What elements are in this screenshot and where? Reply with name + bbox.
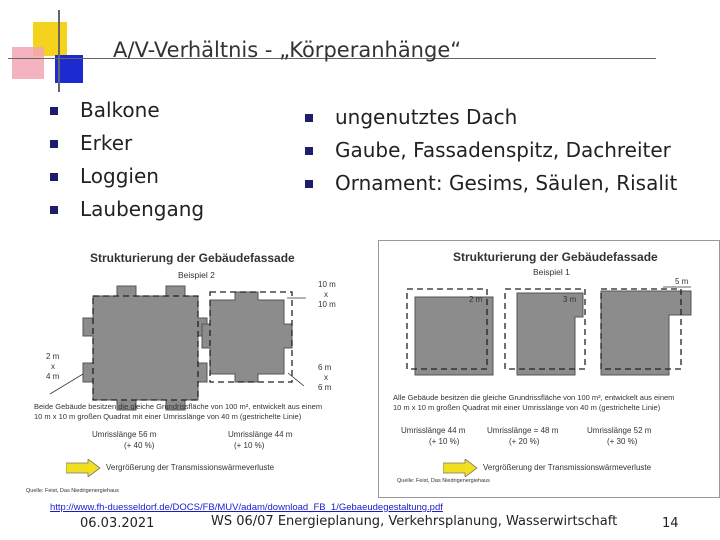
bullet-square-icon xyxy=(50,140,58,148)
corner-vertical-line xyxy=(58,10,60,92)
arrow-icon xyxy=(443,459,479,477)
figure-caption: Alle Gebäude besitzen die gleiche Grundrissfläche von 100 m², entwickelt aus einem xyxy=(393,393,675,402)
dimension-label: 2 m xyxy=(469,295,483,304)
source-link[interactable]: http://www.fh-duesseldorf.de/DOCS/FB/MUV/adam/download_FB_1/Gebaeudegestaltung.pdf xyxy=(50,502,443,513)
bullet-item xyxy=(50,193,204,226)
dimension-label: 3 m xyxy=(563,295,577,304)
bullet-square-icon xyxy=(305,114,313,122)
bullet-square-icon xyxy=(50,173,58,181)
perimeter-percent: (+ 40 %) xyxy=(124,441,155,450)
dimension-label: 6 m xyxy=(318,383,332,392)
bullet-item xyxy=(305,167,677,200)
figure-title: Strukturierung der Gebäudefassade xyxy=(90,251,295,265)
bullet-text: Laubengang xyxy=(80,197,205,221)
dimension-label: 4 m xyxy=(46,372,60,381)
perimeter-percent: (+ 10 %) xyxy=(429,437,460,446)
bullet-text: Loggien xyxy=(80,164,159,188)
bullet-list-right xyxy=(305,101,677,200)
bullet-square-icon xyxy=(50,107,58,115)
figure-right xyxy=(378,240,720,498)
dimension-label: 2 m xyxy=(46,352,60,361)
bullet-item xyxy=(50,127,204,160)
bullet-text: Balkone xyxy=(80,98,160,122)
perimeter-percent: (+ 10 %) xyxy=(234,441,265,450)
building-b-shape xyxy=(202,292,292,382)
footer-date: 06.03.2021 xyxy=(80,516,155,531)
dimension-label: x xyxy=(324,373,328,382)
page-number: 14 xyxy=(662,516,679,531)
bullet-text: Ornament: Gesims, Säulen, Risalit xyxy=(335,171,678,195)
slide-title: A/V-Verhältnis - „Körperanhänge“ xyxy=(113,38,462,62)
bullet-square-icon xyxy=(305,180,313,188)
arrow-caption: Vergrößerung der Transmissionswärmeverluste xyxy=(483,463,652,472)
bullet-text: Gaube, Fassadenspitz, Dachreiter xyxy=(335,138,671,162)
arrow-icon xyxy=(66,459,102,477)
figure-left xyxy=(20,240,376,498)
bullet-item xyxy=(50,94,204,127)
floor-plan-drawing xyxy=(379,275,719,395)
dimension-label: 10 m xyxy=(318,300,336,309)
bullet-text: ungenutztes Dach xyxy=(335,105,518,129)
perimeter-percent: (+ 30 %) xyxy=(607,437,638,446)
bullet-square-icon xyxy=(305,147,313,155)
bullet-square-icon xyxy=(50,206,58,214)
bullet-item xyxy=(305,134,677,167)
example-label: Beispiel 2 xyxy=(178,270,215,280)
perimeter-value: Umrisslänge 44 m xyxy=(401,426,466,435)
figure-source: Quelle: Feist, Das Niedrigenergiehaus xyxy=(397,478,490,484)
figure-caption: Beide Gebäude besitzen die gleiche Grundrissfläche von 100 m², entwickelt aus einem xyxy=(34,402,323,411)
dimension-label: 5 m xyxy=(675,277,689,286)
figure-caption: 10 m x 10 m großen Quadrat mit einer Umrisslänge von 40 m (gestrichelte Linie) xyxy=(393,403,661,412)
dimension-label: x xyxy=(324,290,328,299)
example-label: Beispiel 1 xyxy=(533,267,570,277)
bullet-list-left xyxy=(50,94,204,226)
perimeter-value: Umrisslänge 56 m xyxy=(92,430,157,439)
perimeter-value: Umrisslänge 52 m xyxy=(587,426,652,435)
building-a-shape xyxy=(83,286,207,410)
building-c-shape xyxy=(601,289,691,375)
bullet-text: Erker xyxy=(80,131,133,155)
arrow-caption: Vergrößerung der Transmissionswärmeverluste xyxy=(106,463,275,472)
figure-source: Quelle: Feist, Das Niedrigenergiehaus xyxy=(26,488,119,494)
dimension-label: 10 m xyxy=(318,280,336,289)
figure-caption: 10 m x 10 m großen Quadrat mit einer Umrisslänge von 40 m (gestrichelte Linie) xyxy=(34,412,302,421)
footer-course-title: WS 06/07 Energieplanung, Verkehrsplanung, Wasserwirtschaft xyxy=(211,514,618,529)
bullet-item xyxy=(305,101,677,134)
corner-pink-square xyxy=(12,47,44,79)
dimension-label: x xyxy=(51,362,55,371)
figure-title: Strukturierung der Gebäudefassade xyxy=(453,250,658,264)
perimeter-percent: (+ 20 %) xyxy=(509,437,540,446)
perimeter-value: Umrisslänge 44 m xyxy=(228,430,293,439)
dimension-label: 6 m xyxy=(318,363,332,372)
bullet-item xyxy=(50,160,204,193)
perimeter-value: Umrisslänge = 48 m xyxy=(487,426,559,435)
